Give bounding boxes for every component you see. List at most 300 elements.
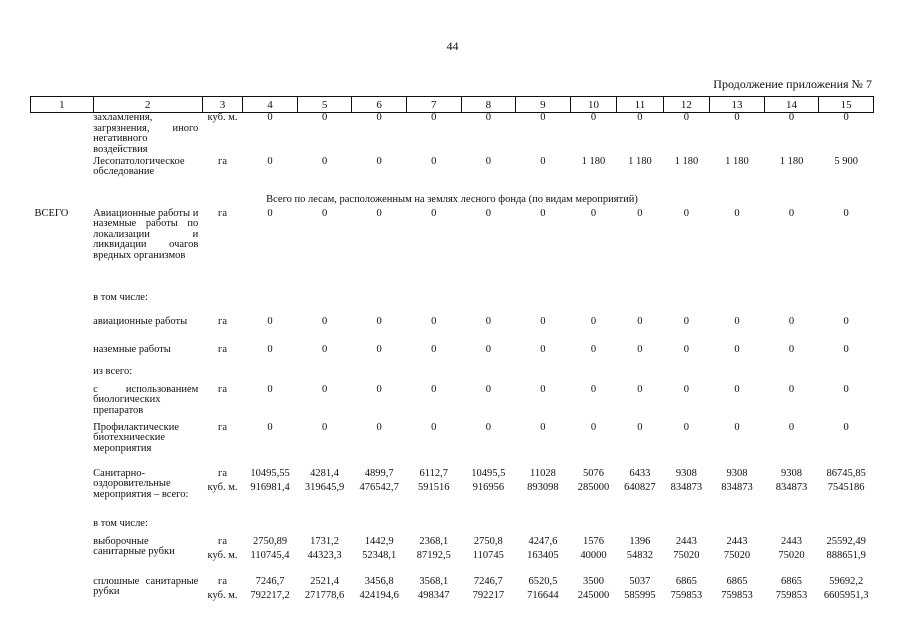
value-cell	[617, 317, 663, 345]
value-cell	[516, 345, 571, 367]
cell-value: 888651,9	[826, 550, 866, 561]
value-cell	[516, 113, 571, 157]
cell-value: 0	[590, 343, 597, 355]
value-cell	[352, 367, 407, 385]
value-cell	[819, 157, 874, 191]
cell-value: 2750,89	[252, 535, 288, 547]
cell-value: 0	[683, 421, 690, 433]
value-cell	[617, 577, 663, 615]
value-cell	[461, 293, 516, 317]
cell-value: 792217	[472, 590, 505, 601]
value-cell	[570, 577, 616, 615]
value-cell	[352, 209, 407, 293]
row-code-cell	[31, 113, 94, 157]
value-cell	[461, 209, 516, 293]
column-number-header: 5	[297, 97, 352, 113]
value-cell	[819, 537, 874, 577]
value-cell	[663, 113, 709, 157]
value-cell	[663, 469, 709, 519]
column-number-header: 11	[617, 97, 663, 113]
value-cell	[764, 113, 819, 157]
table-row	[31, 537, 874, 577]
measure-name-cell: наземные работы	[93, 343, 171, 355]
cell-value: 1 180	[725, 155, 749, 167]
cell-value: 893098	[527, 482, 559, 493]
cell-value: 0	[431, 383, 437, 395]
cell-value: 5037	[629, 575, 651, 587]
cell-value: 7246,7	[473, 575, 503, 587]
value-cell	[243, 209, 298, 293]
value-cell	[297, 469, 352, 519]
value-cell	[663, 577, 709, 615]
continuation-label: Продолжение приложения № 7	[713, 77, 872, 91]
cell-value: 1576	[582, 535, 604, 547]
value-cell	[516, 385, 571, 423]
cell-value: 54832	[626, 550, 654, 561]
value-cell	[406, 385, 461, 423]
cell-value: 0	[734, 207, 740, 219]
measure-name-cell: авиационные работы	[93, 315, 188, 327]
measure-name-cell: захламления, загрязнения, иного негативного воздействия	[93, 112, 199, 155]
cell-value: 75020	[673, 550, 700, 561]
cell-value: 0	[321, 343, 328, 355]
cell-value: 0	[540, 207, 546, 219]
measure-name-cell: в том числе:	[93, 291, 148, 303]
row-code-cell	[31, 519, 94, 537]
value-cell	[617, 157, 663, 191]
value-cell	[516, 577, 571, 615]
value-cell	[297, 537, 352, 577]
value-cell	[516, 367, 571, 385]
cell-value: 0	[843, 315, 849, 327]
cell-value: 2443	[726, 535, 748, 547]
cell-value: 0	[485, 421, 491, 433]
cell-value: 0	[540, 343, 546, 355]
cell-value: 3456,8	[364, 575, 394, 587]
cell-value: 0	[321, 207, 328, 219]
value-cell	[764, 293, 819, 317]
table-row	[31, 367, 874, 385]
cell-value: 0	[540, 315, 546, 327]
value-cell	[297, 577, 352, 615]
row-code-cell	[31, 577, 94, 615]
cell-value: 10495,5	[471, 467, 506, 479]
unit-value: куб. м.	[207, 550, 238, 561]
value-cell	[710, 113, 765, 157]
cell-value: 0	[683, 315, 690, 327]
cell-value: 759853	[721, 590, 753, 601]
cell-value: 0	[321, 421, 328, 433]
cell-value: 0	[267, 383, 273, 395]
cell-value: 40000	[580, 550, 607, 561]
value-cell	[570, 519, 616, 537]
cell-value: 285000	[577, 482, 610, 493]
cell-value: 1 180	[581, 155, 606, 167]
cell-value: 834873	[670, 482, 703, 493]
value-cell	[461, 345, 516, 367]
value-cell	[352, 519, 407, 537]
value-cell	[297, 293, 352, 317]
unit-cell	[202, 537, 242, 577]
value-cell	[297, 317, 352, 345]
cell-value: 0	[267, 421, 273, 433]
cell-value: 0	[431, 421, 437, 433]
cell-value: 424194,6	[359, 590, 399, 601]
value-cell	[243, 423, 298, 469]
value-cell	[764, 367, 819, 385]
cell-value: 0	[843, 343, 849, 355]
unit-cell	[202, 113, 242, 157]
row-code-cell	[31, 157, 94, 191]
cell-value: 0	[376, 207, 382, 219]
value-cell	[516, 157, 571, 191]
cell-value: 52348,1	[362, 550, 397, 561]
cell-value: 0	[267, 112, 273, 123]
cell-value: 6112,7	[419, 467, 448, 479]
value-cell	[570, 317, 616, 345]
value-cell	[617, 423, 663, 469]
value-cell	[570, 209, 616, 293]
cell-value: 11028	[529, 467, 556, 479]
value-cell	[352, 385, 407, 423]
value-cell	[570, 157, 616, 191]
cell-value: 6865	[675, 575, 697, 587]
unit-value: га	[218, 155, 227, 167]
value-cell	[819, 113, 874, 157]
cell-value: 2443	[675, 535, 697, 547]
value-cell	[570, 537, 616, 577]
value-cell	[406, 293, 461, 317]
value-cell	[570, 469, 616, 519]
cell-value: 0	[734, 383, 740, 395]
value-cell	[352, 113, 407, 157]
value-cell	[710, 577, 765, 615]
value-cell	[663, 385, 709, 423]
value-cell	[406, 113, 461, 157]
value-cell	[710, 293, 765, 317]
cell-value: 163405	[527, 550, 559, 561]
cell-value: 0	[540, 112, 546, 123]
cell-value: 0	[590, 383, 597, 395]
table-row	[31, 423, 874, 469]
value-cell	[352, 293, 407, 317]
value-cell	[297, 345, 352, 367]
cell-value: 0	[590, 207, 597, 219]
measure-name-cell: Санитарно-оздоровительные мероприятия – всего:	[93, 467, 189, 500]
value-cell	[764, 157, 819, 191]
cell-value: 5 900	[834, 155, 858, 167]
cell-value: 0	[637, 421, 643, 433]
value-cell	[406, 423, 461, 469]
value-cell	[461, 519, 516, 537]
value-cell	[764, 317, 819, 345]
value-cell	[243, 345, 298, 367]
cell-value: 10495,55	[250, 467, 290, 479]
value-cell	[819, 385, 874, 423]
cell-value: 9308	[675, 467, 697, 479]
cell-value: 1731,2	[310, 535, 340, 547]
value-cell	[352, 317, 407, 345]
value-cell	[710, 345, 765, 367]
unit-cell	[202, 317, 242, 345]
value-cell	[243, 519, 298, 537]
value-cell	[617, 209, 663, 293]
cell-value: 0	[590, 315, 597, 327]
measure-name-cell: Лесопатологическое обследование	[93, 155, 185, 177]
table-row	[31, 519, 874, 537]
value-cell	[617, 293, 663, 317]
value-cell	[516, 519, 571, 537]
value-cell	[819, 367, 874, 385]
value-cell	[764, 209, 819, 293]
table-row	[31, 469, 874, 519]
unit-value: га	[218, 421, 227, 433]
cell-value: 0	[376, 112, 382, 123]
column-number-header: 6	[352, 97, 407, 113]
unit-cell	[202, 577, 242, 615]
value-cell	[710, 209, 765, 293]
value-cell	[764, 385, 819, 423]
cell-value: 2521,4	[310, 575, 340, 587]
cell-value: 3568,1	[419, 575, 449, 587]
table-row	[31, 345, 874, 367]
value-cell	[516, 317, 571, 345]
value-cell	[461, 577, 516, 615]
cell-value: 75020	[723, 550, 751, 561]
cell-value: 1396	[629, 535, 651, 547]
column-number-header: 4	[243, 97, 298, 113]
forest-measures-table	[30, 96, 874, 615]
cell-value: 7246,7	[255, 575, 285, 587]
cell-value: 0	[267, 155, 273, 167]
value-cell	[516, 293, 571, 317]
cell-value: 59692,2	[829, 575, 864, 587]
value-cell	[461, 385, 516, 423]
value-cell	[819, 577, 874, 615]
cell-value: 585995	[624, 590, 656, 601]
table-row	[31, 113, 874, 157]
cell-value: 0	[431, 155, 437, 167]
cell-value: 4247,6	[528, 535, 558, 547]
cell-value: 1442,9	[364, 535, 394, 547]
cell-value: 476542,7	[359, 482, 399, 493]
cell-value: 498347	[418, 590, 450, 601]
cell-value: 716644	[527, 590, 559, 601]
cell-value: 25592,49	[826, 535, 866, 547]
cell-value: 2750,8	[473, 535, 503, 547]
measure-name-cell: сплошные санитарные рубки	[93, 575, 199, 597]
cell-value: 0	[637, 383, 643, 395]
cell-value: 0	[431, 207, 437, 219]
cell-value: 0	[843, 207, 849, 219]
cell-value: 0	[637, 207, 643, 219]
column-number-header: 2	[93, 97, 202, 113]
cell-value: 0	[683, 383, 690, 395]
value-cell	[617, 385, 663, 423]
value-cell	[516, 423, 571, 469]
value-cell	[243, 385, 298, 423]
cell-value: 44323,3	[307, 550, 342, 561]
cell-value: 9308	[726, 467, 748, 479]
value-cell	[570, 293, 616, 317]
cell-value: 86745,85	[826, 467, 866, 479]
value-cell	[570, 367, 616, 385]
value-cell	[243, 317, 298, 345]
value-cell	[663, 157, 709, 191]
value-cell	[819, 345, 874, 367]
value-cell	[406, 317, 461, 345]
value-cell	[617, 519, 663, 537]
value-cell	[406, 367, 461, 385]
unit-cell	[202, 209, 242, 293]
value-cell	[297, 209, 352, 293]
cell-value: 0	[788, 112, 795, 123]
value-cell	[461, 423, 516, 469]
cell-value: 9308	[781, 467, 803, 479]
cell-value: 0	[788, 315, 795, 327]
value-cell	[764, 469, 819, 519]
unit-value: га	[218, 343, 227, 355]
cell-value: 245000	[577, 590, 610, 601]
section-title: Всего по лесам, расположенным на землях лесного фонда (по видам мероприятий)	[266, 193, 638, 205]
row-code-cell	[31, 423, 94, 469]
value-cell	[819, 519, 874, 537]
value-cell	[663, 423, 709, 469]
cell-value: 0	[321, 383, 328, 395]
column-number-header: 8	[461, 97, 516, 113]
unit-value: куб. м.	[207, 482, 238, 493]
value-cell	[516, 209, 571, 293]
value-cell	[352, 157, 407, 191]
value-cell	[764, 577, 819, 615]
column-number-header: 9	[516, 97, 571, 113]
cell-value: 0	[637, 343, 643, 355]
value-cell	[461, 317, 516, 345]
cell-value: 0	[321, 112, 328, 123]
value-cell	[663, 367, 709, 385]
value-cell	[764, 519, 819, 537]
cell-value: 4899,7	[364, 467, 394, 479]
value-cell	[663, 209, 709, 293]
cell-value: 0	[485, 315, 491, 327]
value-cell	[352, 423, 407, 469]
unit-value: га	[218, 315, 227, 327]
cell-value: 271778,6	[304, 590, 345, 601]
unit-cell	[202, 367, 242, 385]
measure-name-cell: выборочные санитарные рубки	[93, 535, 175, 557]
unit-value: куб. м.	[207, 112, 238, 123]
cell-value: 0	[590, 112, 597, 123]
row-code-cell	[31, 469, 94, 519]
cell-value: 0	[376, 343, 382, 355]
cell-value: 0	[788, 343, 795, 355]
value-cell	[710, 519, 765, 537]
cell-value: 0	[843, 112, 849, 123]
value-cell	[406, 469, 461, 519]
unit-value: куб. м.	[207, 590, 238, 601]
cell-value: 0	[637, 315, 643, 327]
value-cell	[297, 367, 352, 385]
measure-name-cell: Авиационные работы и наземные работы по локализации и ликвидации очагов вредных организмов	[93, 207, 199, 261]
value-cell	[297, 423, 352, 469]
cell-value: 0	[267, 343, 273, 355]
cell-value: 0	[485, 112, 491, 123]
value-cell	[352, 537, 407, 577]
unit-value: га	[218, 535, 227, 547]
table-row	[31, 157, 874, 191]
cell-value: 591516	[418, 482, 450, 493]
value-cell	[516, 537, 571, 577]
unit-value: га	[218, 207, 227, 219]
value-cell	[710, 317, 765, 345]
value-cell	[663, 519, 709, 537]
unit-cell	[202, 423, 242, 469]
cell-value: 0	[431, 315, 437, 327]
value-cell	[819, 209, 874, 293]
row-code-cell: ВСЕГО	[34, 207, 69, 219]
column-number-header: 12	[663, 97, 709, 113]
value-cell	[297, 519, 352, 537]
cell-value: 319645,9	[304, 482, 345, 493]
cell-value: 834873	[721, 482, 753, 493]
cell-value: 6865	[726, 575, 748, 587]
value-cell	[819, 317, 874, 345]
cell-value: 0	[540, 421, 546, 433]
column-number-header: 14	[764, 97, 819, 113]
row-code-cell	[31, 317, 94, 345]
table-body	[31, 113, 874, 615]
value-cell	[819, 423, 874, 469]
value-cell	[461, 469, 516, 519]
value-cell	[710, 157, 765, 191]
cell-value: 0	[540, 383, 546, 395]
cell-value: 0	[485, 383, 491, 395]
value-cell	[570, 113, 616, 157]
value-cell	[243, 577, 298, 615]
cell-value: 759853	[775, 590, 808, 601]
unit-cell	[202, 157, 242, 191]
value-cell	[710, 385, 765, 423]
value-cell	[406, 209, 461, 293]
cell-value: 0	[683, 343, 690, 355]
cell-value: 3500	[582, 575, 604, 587]
value-cell	[570, 423, 616, 469]
cell-value: 0	[843, 421, 849, 433]
cell-value: 792217,2	[250, 590, 290, 601]
unit-value: га	[218, 575, 227, 587]
cell-value: 640827	[624, 482, 656, 493]
value-cell	[461, 367, 516, 385]
cell-value: 110745,4	[250, 550, 290, 561]
unit-value: га	[218, 383, 227, 395]
cell-value: 0	[843, 383, 849, 395]
unit-cell	[202, 469, 242, 519]
cell-value: 0	[485, 155, 491, 167]
value-cell	[406, 519, 461, 537]
section-title-row	[31, 191, 874, 209]
row-code-cell	[31, 345, 94, 367]
cell-value: 0	[376, 315, 382, 327]
cell-value: 1 180	[779, 155, 804, 167]
row-code-cell	[31, 367, 94, 385]
value-cell	[617, 469, 663, 519]
value-cell	[819, 469, 874, 519]
value-cell	[352, 345, 407, 367]
cell-value: 0	[431, 343, 437, 355]
cell-value: 5076	[582, 467, 604, 479]
cell-value: 6865	[781, 575, 803, 587]
cell-value: 0	[683, 112, 690, 123]
